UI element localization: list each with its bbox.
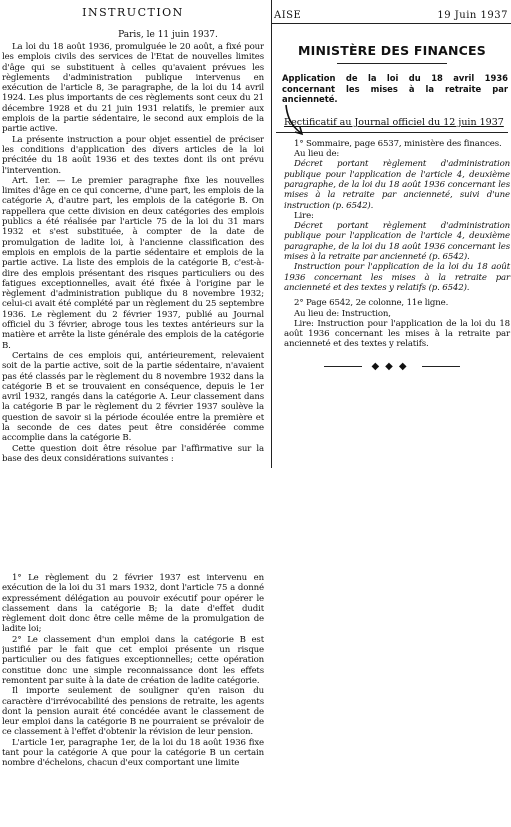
left-column-top — [2, 6, 264, 569]
header-department: AISE — [274, 10, 302, 21]
label: Lire: — [294, 210, 314, 221]
paragraph: Il importe seulement de souligner qu'en raison du caractère d'irrévocabilité des pensions de retraite, les agents dont la pension aurait été concédée avant le classement de leur emploi dans la catégorie B ne pourraient se prévaloir de ce classement à l'effet d'obtenir la révision de leur pension. — [2, 686, 264, 738]
paragraph: La loi du 18 août 1936, promulguée le 20 août, a fixé pour les emplois civils des services de l'Etat de nouvelles limites d'âge qui se substituent à celles qu'avaient prévues les règlements d'administration publique intervenus en exécution de l'article 8, 3e paragraphe, de la loi du 14 avril 1924. Les plus importants de ces règlements sont ceux du 21 décembre 1928 et du 21 juin 1931 relatifs, le premier aux emplois de la partie sédentaire, le second aux emplois de la partie active. — [2, 42, 264, 135]
divider — [337, 63, 447, 64]
paragraph: Lire: Instruction pour l'application de la loi du 18 août 1936 concernant les mises à la retraite par ancienneté et des textes y relatifs. — [284, 318, 510, 350]
paragraph: 2° Le classement d'un emploi dans la catégorie B est justifié par le fait que cet emploi présente un risque particulier ou des fatigues exceptionnelles; cette opération constitue donc une simple reconnaissance dont les effets remontent par suite à la date de création de ladite catégorie. — [2, 634, 264, 686]
instruction-body — [2, 42, 264, 464]
dateline: Paris, le 11 juin 1937. — [118, 30, 218, 40]
paragraph: La présente instruction a pour objet essentiel de préciser les conditions d'application des divers articles de la loi précitée du 18 août 1936 et des textes dont ils ont prévu l'intervention. — [2, 134, 264, 176]
ministry-title: MINISTÈRE DES FINANCES — [298, 43, 486, 58]
left-column-bottom — [2, 573, 264, 827]
page-header — [272, 0, 511, 24]
subject-heading: Application de la loi du 18 avril 1936 concernant les mises à la retraite par ancienneté. — [282, 73, 508, 105]
rectificatif-title: Rectificatif au Journal officiel du 12 juin 1937 — [284, 116, 504, 128]
divider — [276, 132, 508, 133]
paragraph: Art. 1er. — Le premier paragraphe fixe les nouvelles limites d'âge en ce qui concerne, d'une part, les emplois de la catégorie A, d'autre part, les emplois de la catégorie B. On rappellera que cette division en deux catégories des emplois publics a été réalisée par l'article 75 de la loi du 31 mars 1932 et s'est substituée, à compter de la date de promulgation de ladite loi, à l'ancienne classification des emplois en emplois de la partie sédentaire et emplois de la partie active. La liste des emplois de la catégorie B, c'est-à-dire des emplois présentant des risques particuliers ou des fatigues exceptionnelles, avait été fixée à l'origine par le règlement d'administration publique du 8 novembre 1932; celui-ci avait été complété par un règlement du 25 septembre 1936. Le règlement du 2 février 1937, publié au Journal officiel du 3 février, abroge tous les textes antérieurs sur la matière et arrête la liste générale des emplois de la catégorie B. — [2, 175, 264, 351]
paragraph: Instruction pour l'application de la loi du 18 août 1936 concernant les mises à la retraite par ancienneté et des textes y relatifs (p. 6542). — [284, 262, 510, 293]
instruction-continuation — [2, 573, 264, 769]
handwritten-arrow-icon — [283, 104, 307, 138]
header-date: 19 Juin 1937 — [437, 10, 508, 21]
paragraph: Décret portant règlement d'administration publique pour l'application de l'article 4, deuxième paragraphe, de la loi du 18 août 1936 concernant les mises à la retraite par ancienneté, suivi d'une instruction (p. 6542). — [284, 159, 510, 211]
label: Au lieu de: — [294, 149, 340, 160]
ornament-divider-icon: ◆◆◆ — [272, 361, 511, 372]
paragraph: L'article 1er, paragraphe 1er, de la loi du 18 août 1936 fixe tant pour la catégorie A que pour la catégorie B un certain nombre d'échelons, chacun d'eux comportant une limite — [2, 737, 264, 769]
paragraph: 1° Sommaire, page 6537, ministère des finances. — [294, 138, 502, 149]
paragraph: Cette question doit être résolue par l'affirmative sur la base des deux considérations suivantes : — [2, 443, 264, 464]
rectificatif-body — [284, 139, 510, 350]
right-column — [271, 0, 511, 468]
paragraph: Certains de ces emplois qui, antérieurement, relevaient soit de la partie active, soit de la partie sédentaire, n'avaient pas été classés par le règlement du 8 novembre 1932 dans la catégorie B et se trouvaient en conséquence, depuis le 1er avril 1932, rangés dans la catégorie A. Leur classement dans la catégorie B par le règlement du 2 février 1937 soulève la question de savoir si la période écoulée entre la première et la seconde de ces dates peut être considérée comme accomplie dans la catégorie B. — [2, 350, 264, 444]
paragraph: Décret portant règlement d'administration publique pour l'application de l'article 4, deuxième paragraphe, de la loi du 18 août 1936 concernant les mises à la retraite par ancienneté (p. 6542). — [284, 221, 510, 263]
paragraph: 1° Le règlement du 2 février 1937 est intervenu en exécution de la loi du 31 mars 1932, dont l'article 75 a donné expressément délégation au pouvoir exécutif pour opérer le classement dans la catégorie B; la date d'effet dudit règlement doit donc être celle même de la promulgation de ladite loi; — [2, 573, 264, 635]
paragraph: 2° Page 6542, 2e colonne, 11e ligne. — [294, 298, 449, 309]
label: Au lieu de: Instruction, — [294, 308, 391, 319]
instruction-heading: INSTRUCTION — [82, 6, 184, 19]
